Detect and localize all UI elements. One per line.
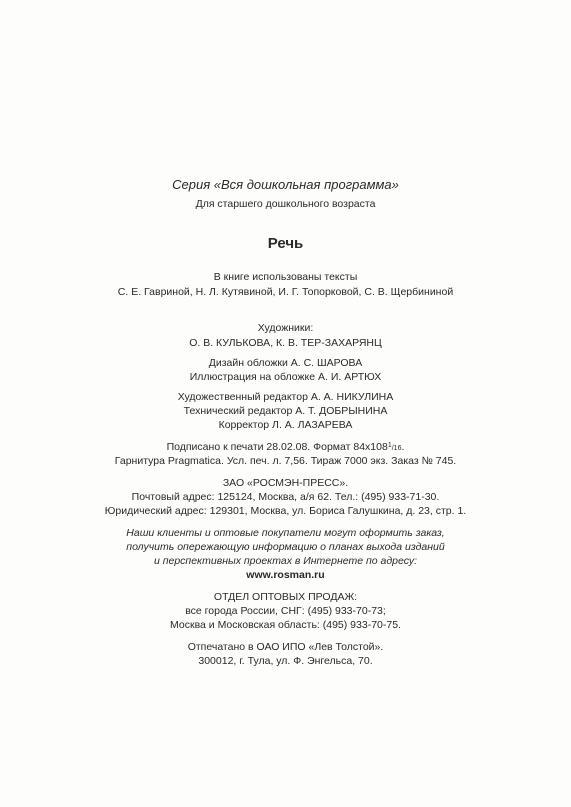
postal-address: Почтовый адрес: 125124, Москва, а/я 62. Тел.: (495) 933-71-30. — [131, 491, 440, 503]
wholesale-moscow: Москва и Московская область: (495) 933-70-75. — [170, 619, 401, 631]
clients-note-line-3: и перспективных проектах в Интернете по адресу: — [153, 555, 418, 567]
legal-address: Юридический адрес: 129301, Москва, ул. Бориса Галушкина, д. 23, стр. 1. — [104, 505, 467, 517]
art-editor-credit: Художественный редактор А. А. НИКУЛИНА — [177, 391, 394, 403]
publisher-name: ЗАО «РОСМЭН-ПРЕСС». — [222, 477, 349, 489]
cover-illustration-credit: Иллюстрация на обложке А. И. АРТЮХ — [189, 371, 382, 383]
print-signed-line: Подписано к печати 28.02.08. Формат $84x108^1/16$. — [166, 441, 405, 453]
website-address: www.rosman.ru — [246, 569, 325, 581]
series-title: Серия «Вся дошкольная программа» — [172, 177, 399, 192]
texts-intro: В книге использованы тексты — [213, 271, 358, 283]
audience-line: Для старшего дошкольного возраста — [195, 198, 376, 210]
book-title: Речь — [267, 235, 304, 252]
format-numerator: 1 — [387, 442, 392, 449]
print-signed-text: Подписано к печати 28.02.08. Формат 84x108 — [166, 441, 388, 453]
format-denominator: 16 — [393, 445, 402, 452]
clients-note-line-1: Наши клиенты и оптовые покупатели могут оформить заказ, — [126, 527, 445, 539]
wholesale-heading: ОТДЕЛ ОПТОВЫХ ПРОДАЖ: — [213, 591, 358, 603]
print-specs-line: Гарнитура Pragmatica. Усл. печ. л. 7,56. Тираж 7000 экз. Заказ № 745. — [114, 455, 457, 467]
format-fraction — [387, 442, 402, 452]
printer-address: 300012, г. Тула, ул. Ф. Энгельса, 70. — [198, 655, 373, 667]
tech-editor-credit: Технический редактор А. Т. ДОБРЫНИНА — [183, 405, 388, 417]
cover-design-credit: Дизайн обложки А. С. ШАРОВА — [208, 357, 363, 369]
format-separator: / — [391, 445, 394, 452]
printed-at: Отпечатано в ОАО ИПО «Лев Толстой». — [187, 641, 384, 653]
illustrators-label: Художники: — [257, 322, 314, 334]
clients-note-line-2: получить опережающую информацию о планах выхода изданий — [126, 541, 445, 553]
texts-authors: С. Е. Гавриной, Н. Л. Кутявиной, И. Г. Топорковой, С. В. Щербининой — [117, 286, 454, 298]
proofreader-credit: Корректор Л. А. ЛАЗАРЕВА — [218, 419, 353, 431]
wholesale-russia: все города России, СНГ: (495) 933-70-73; — [185, 605, 386, 617]
illustrators-names: О. В. КУЛЬКОВА, К. В. ТЕР-ЗАХАРЯНЦ — [189, 337, 382, 349]
